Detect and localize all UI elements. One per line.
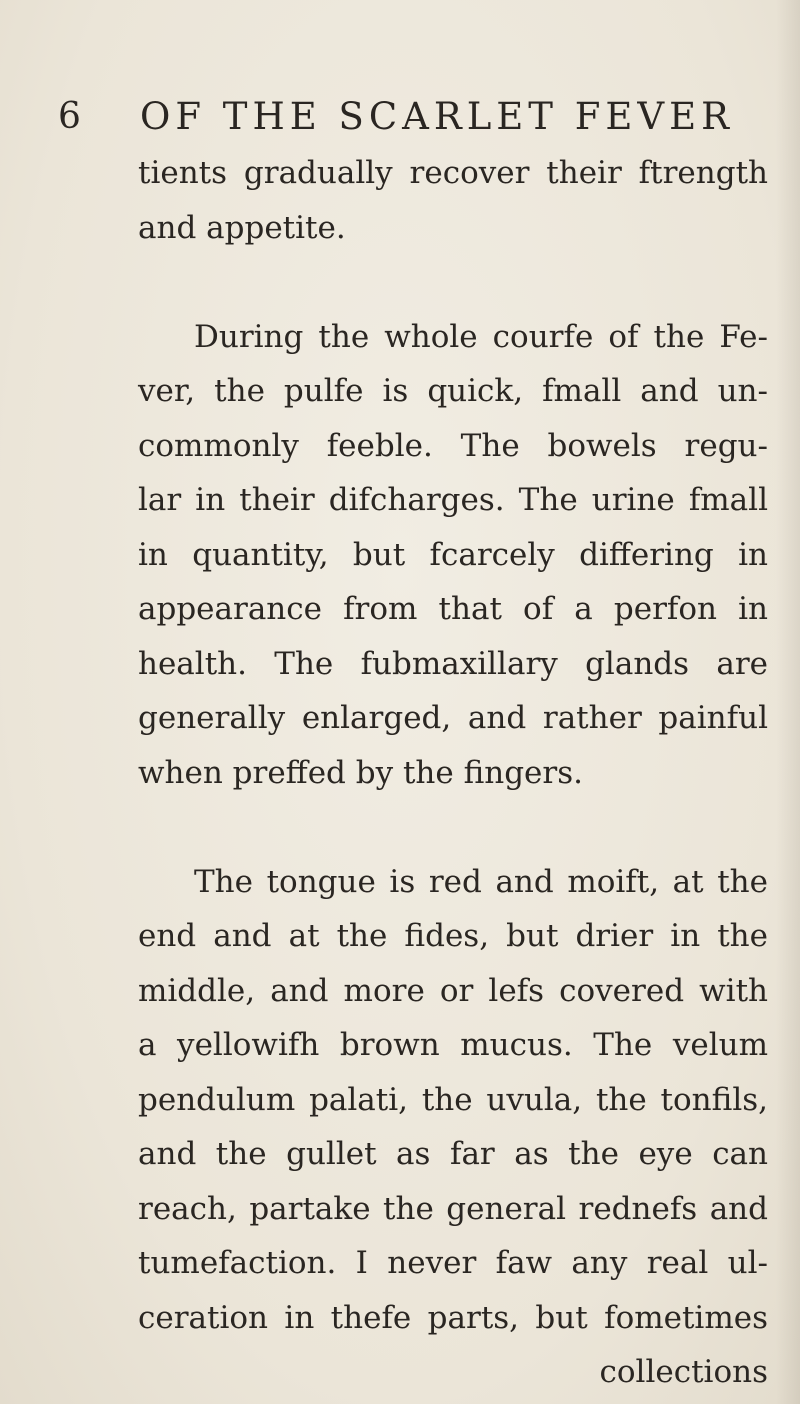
paragraph-gap	[138, 255, 768, 310]
page-number: 6	[58, 96, 81, 137]
running-head: OF THE SCARLET FEVER	[140, 95, 735, 138]
page-header	[58, 92, 758, 142]
text-line: a yellowifh brown mucus. The velum	[138, 1027, 768, 1063]
text-line: end and at the fides, but drier in the	[138, 918, 768, 954]
text-line: when preffed by the fingers.	[138, 754, 583, 791]
text-line: reach, partake the general rednefs and	[138, 1190, 768, 1227]
paragraph-gap	[138, 800, 768, 855]
body-text	[138, 146, 768, 1400]
paragraph-1	[138, 146, 768, 255]
paragraph-3	[138, 855, 768, 1346]
text-line: pendulum palati, the uvula, the tonfils,	[138, 1081, 768, 1118]
text-line: lar in their difcharges. The urine fmall	[138, 482, 768, 518]
text-line: in quantity, but fcarcely differing in	[138, 536, 768, 573]
text-line: During the whole courfe of the Fe-	[194, 318, 768, 355]
text-line: appearance from that of a perfon in	[138, 591, 768, 627]
text-line: tumefaction. I never faw any real ul-	[138, 1245, 768, 1281]
text-line: middle, and more or lefs covered with	[138, 972, 768, 1009]
text-line: commonly feeble. The bowels regu-	[138, 427, 768, 464]
catchword: collections	[599, 1354, 768, 1390]
text-line: generally enlarged, and rather painful	[138, 700, 768, 736]
paragraph-2	[138, 310, 768, 801]
text-line: ceration in thefe parts, but fometimes	[138, 1299, 768, 1336]
text-line: and the gullet as far as the eye can	[138, 1136, 768, 1172]
text-line: The tongue is red and moift, at the	[194, 863, 768, 900]
text-line: and appetite.	[138, 209, 346, 246]
page-edge-shadow	[776, 0, 800, 1404]
text-line: tients gradually recover their ftrength	[138, 155, 768, 191]
text-line: ver, the pulfe is quick, fmall and un-	[138, 373, 768, 409]
text-line: health. The fubmaxillary glands are	[138, 645, 768, 682]
